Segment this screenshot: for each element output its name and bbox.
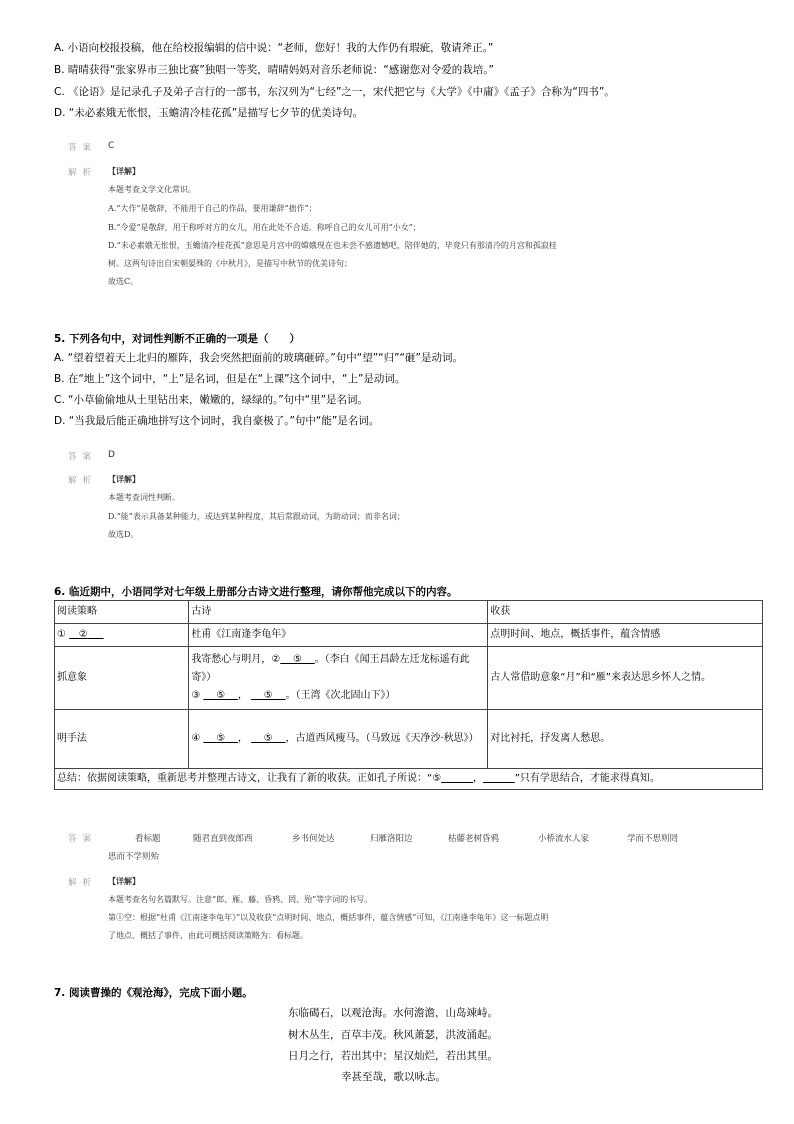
poetry-table [54, 600, 763, 790]
blank-number: ④ [191, 733, 201, 744]
table-cell [189, 647, 488, 710]
table-summary: 总结：依据阅读策略，重新思考并整理古诗文，让我有了新的收获。正如孔子所说：“⑤ ， ”只有学思结合，才能求得真知。 [55, 769, 763, 790]
q4-analysis-line: D.“未必素娥无怅恨，玉蟾清冷桂花孤”意思是月宫中的嫦娥现在也未尝不感遗憾吧，陪伴她的，毕竟只有那清冷的月宫和孤寂桂 [108, 241, 557, 250]
poem-line: 树木丛生，百草丰茂。秋风萧瑟，洪波涌起。 [288, 1029, 498, 1041]
table-cell [189, 710, 488, 769]
table-cell: 古人常借助意象“月”和“雁”来表达思乡怀人之情。 [488, 647, 763, 710]
q6-answer: 小桥流水人家 [538, 834, 590, 844]
q4-option-d: D. “未必素娥无怅恨，玉蟾清冷桂花孤”是描写七夕节的优美诗句。 [54, 107, 364, 119]
table-header: 阅读策略 [55, 601, 189, 624]
poem-line: 幸甚至哉，歌以咏志。 [341, 1071, 446, 1083]
analysis-label: 解析 [68, 476, 98, 486]
q4-option-a: A. 小语向校报投稿，他在给校报编辑的信中说：“老师，您好！我的大作仍有瑕疵，敬请斧正。” [54, 42, 494, 54]
table-row [55, 647, 763, 710]
table-header-row [55, 601, 763, 624]
q5-option-c: C. “小草偷偷地从土里钻出来，嫩嫩的，绿绿的。”句中“里”是名词。 [54, 394, 369, 406]
blank-number: ② [271, 654, 281, 665]
q6-analysis-line: 第①空：根据“杜甫《江南逢李龟年》”以及收获“点明时间、地点，概括事件，蕴含情感”可知，《江南逢李龟年》这一标题点明 [108, 913, 549, 922]
blank-number: ② [78, 629, 88, 640]
summary-text: ”只有学思结合，才能求得真知。 [514, 773, 660, 784]
table-header: 收获 [488, 601, 763, 624]
q5-answer: D [108, 450, 115, 460]
fill-blank[interactable] [483, 773, 515, 784]
answer-label: 答案 [68, 452, 98, 462]
q6-answer: 归雁洛阳边 [370, 834, 413, 844]
q5-analysis-line: 【详解】 [108, 474, 140, 484]
table-cell: 明手法 [55, 710, 189, 769]
q6-analysis-line: 了地点、概括了事件，由此可概括阅读策略为：看标题。 [108, 931, 308, 940]
table-row [55, 624, 763, 647]
blank-number: ⑤ [263, 733, 273, 744]
q5-analysis-line: 本题考查词性判断。 [108, 493, 180, 502]
fill-blank[interactable] [251, 690, 285, 701]
q4-answer: C [108, 141, 115, 151]
summary-text: 总结：依据阅读策略，重新思考并整理古诗文，让我有了新的收获。正如孔子所说：“ [57, 773, 433, 784]
table-cell [55, 624, 189, 647]
blank-number: ⑤ [216, 690, 226, 701]
q5-option-d: D. “当我最后能正确地拼写这个词时，我自豪极了。”句中“能”是名词。 [54, 415, 380, 427]
fill-blank[interactable] [203, 690, 237, 701]
table-header: 古诗 [189, 601, 488, 624]
fill-blank[interactable] [280, 654, 314, 665]
table-cell: 抓意象 [55, 647, 189, 710]
separator: ， [237, 690, 248, 701]
blank-number: ⑤ [216, 733, 226, 744]
answer-label: 答案 [68, 143, 98, 153]
q6-analysis-line: 【详解】 [108, 876, 140, 886]
q4-analysis-line: 本题考查文学文化常识。 [108, 185, 196, 194]
q4-analysis-line: B.“令爱”是敬辞，用于称呼对方的女儿，用在此处不合适。称呼自己的女儿可用“小女”； [108, 223, 421, 232]
poem-source: 。（王湾《次北固山下》） [285, 690, 396, 701]
q5-option-a: A. “望着望着天上北归的雁阵，我会突然把面前的玻璃砸碎。”句中“望”“归”“砸”是动词。 [54, 352, 463, 364]
q6-title: 6. 临近期中，小语同学对七年级上册部分古诗文进行整理，请你帮他完成以下的内容。 [54, 586, 458, 598]
poem-source: ，古道西风瘦马。（马致远《天净沙·秋思》） [285, 733, 479, 744]
q6-answer: 乡书何处达 [292, 834, 335, 844]
q4-analysis-line: 树。这两句诗出自宋朝晏殊的《中秋月》，是描写中秋节的优美诗句； [108, 259, 352, 268]
table-cell: 对比衬托，抒发离人愁思。 [488, 710, 763, 769]
separator: ， [237, 733, 248, 744]
analysis-label: 解析 [68, 168, 98, 178]
blank-number: ⑤ [293, 654, 302, 665]
q6-answer: 随君直到夜郎西 [193, 834, 253, 844]
q5-analysis-line: D.“能”表示具备某种能力，或达到某种程度，其后常跟动词，为助动词；而非名词； [108, 512, 405, 521]
q6-answer: 看标题 [135, 834, 161, 844]
blank-number: ⑤ [263, 690, 273, 701]
q4-option-b: B. 晴晴获得“张家界市三独比赛”独唱一等奖，晴晴妈妈对音乐老师说：“感谢您对令爱的栽培。” [54, 64, 494, 76]
blank-number: ⑤ [432, 773, 442, 784]
table-cell: 点明时间、地点，概括事件，蕴含情感 [488, 624, 763, 647]
answer-label: 答案 [68, 834, 98, 844]
q5-analysis-line: 故选D。 [108, 530, 139, 539]
table-summary-row [55, 769, 763, 790]
poem-text: 我寄愁心与明月， [191, 654, 272, 665]
q4-analysis-line: 【详解】 [108, 166, 140, 176]
fill-blank[interactable] [203, 733, 237, 744]
table-row [55, 710, 763, 769]
poem-line: 日月之行，若出其中；星汉灿烂，若出其里。 [288, 1050, 498, 1062]
poem-line: 东临碣石，以观沧海。水何澹澹，山岛竦峙。 [288, 1007, 498, 1019]
table-cell: 杜甫《江南逢李龟年》 [189, 624, 488, 647]
q4-option-c: C. 《论语》是记录孔子及弟子言行的一部书，东汉列为“七经”之一，宋代把它与《大学》《中庸》《孟子》合称为“四书”。 [54, 86, 615, 98]
fill-blank[interactable] [441, 773, 473, 784]
q7-title: 7. 阅读曹操的《观沧海》，完成下面小题。 [54, 987, 253, 999]
q5-title: 5. 下列各句中，对词性判断不正确的一项是（ ） [54, 333, 300, 345]
blank-number: ① [57, 629, 66, 640]
q6-answer: 学而不思则罔 [627, 834, 679, 844]
analysis-label: 解析 [68, 878, 98, 888]
q6-answer: 思而不学则殆 [108, 852, 160, 862]
q6-answer: 枯藤老树昏鸦 [448, 834, 500, 844]
q6-analysis-line: 本题考查名句名篇默写。注意“郎、雁、藤、昏鸦、罔、殆”等字词的书写。 [108, 895, 373, 904]
q5-option-b: B. 在“地上”这个词中，“上”是名词，但是在“上课”这个词中，“上”是动词。 [54, 373, 406, 385]
blank-number: ③ [191, 690, 201, 701]
q4-analysis-line: 故选C。 [108, 277, 139, 286]
q4-analysis-line: A.“大作”是敬辞，不能用于自己的作品，要用谦辞“拙作”； [108, 204, 317, 213]
poem-source: 。（李白《闻王昌龄左迁龙标遥有此寄》） [191, 654, 470, 683]
fill-blank[interactable] [69, 629, 103, 640]
fill-blank[interactable] [251, 733, 285, 744]
